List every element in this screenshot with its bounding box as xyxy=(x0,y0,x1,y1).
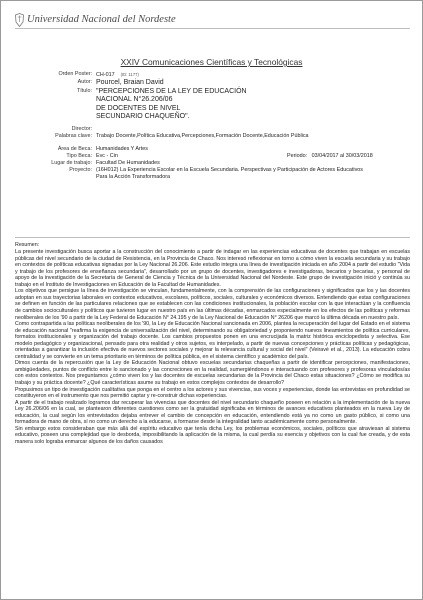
area-beca-label: Área de Beca: xyxy=(57,145,92,152)
orden-poster-row xyxy=(15,71,410,79)
area-beca-value: Humanidades Y Artes xyxy=(96,145,148,152)
tipo-beca-value: Evc - Cin xyxy=(96,152,118,159)
proyecto-line: (16H012) La Experiencia Escolar en la Escuela Secundaria. Perspectivas y Participación de Actores Educativos xyxy=(96,166,363,173)
resumen-paragraph: Como contrapartida a las políticas neoliberales de los '90, la Ley de Educación Nacional sancionada en 2006, plantea la recuperación del lugar del Estado en el sistema de educación nacional "reafirma la exigencia de universalización del nivel, determinando su obligatoriedad y proponiendo nuevos lineamientos de política curriculares, formatos institucionales y organización del trabajo docente. Los cambios propuestos ponen en una encrucijada la matriz histórica enciclopedista y selectiva. Ese modelo pedagógico y organizacional, pensado para otra realidad y otros sujetos, es interpelado, a partir de nuevas concepciones y prácticas políticas y pedagógicas, orientadas a garantizar la inclusión efectiva de nuevos sectores sociales y mejorar la relevancia cultural y social del nivel" (Veiravé et al., 2013). La educación cobra centralidad y se convierte en un tema prioritario en términos de política pública, en el sistema científico y académico del país. xyxy=(15,321,410,360)
proyecto-label: Proyecto: xyxy=(69,166,92,173)
titulo-row xyxy=(15,88,410,122)
titulo-line: NACIONAL N°26.206/06 xyxy=(96,96,173,103)
resumen-paragraph: Dimos cuenta de la repercusión que la Ley de Educación Nacional obtuvo escuelas secundarias chaqueñas a partir de identificar percepciones, manifestaciones, ambigüedades, puntos de conflicto entre lo sancionado y las concreciones en la realidad, sumergiéndonos e interactuando con profesores y profesoras vinculados/as con estos contextos. Nos preguntamos ¿cómo viven los y las docentes de escuelas secundarias de la Provincia del Chaco estas situaciones? ¿Cómo se modifica su trabajo y su práctica docente? ¿Qué características asume su trabajo en estos complejos contextos de desarrollo? xyxy=(15,360,410,386)
lugar-trabajo-label: Lugar de trabajo: xyxy=(51,159,92,166)
proyecto-row xyxy=(15,167,410,181)
autor-label: Autor: xyxy=(77,79,92,85)
resumen-section xyxy=(15,242,410,445)
resumen-paragraph: Sin embargo estos consideraban que más allá del espíritu educativo que tenía dicha Ley, los problemas económicos, sociales, políticos que atraviesan al sistema educativo, poseen una complejidad que lo desborda, imposibilitando la aplicación de la misma, la cual perdía su esencia y objetivos con la cual fue creada, y de esta manera solo lograba enmarcar algunos de los daños causados xyxy=(15,425,410,445)
titulo-line: DE DOCENTES DE NIVEL xyxy=(96,104,181,112)
resumen-title: Resumen: xyxy=(15,242,40,248)
header-divider xyxy=(15,28,410,29)
tipo-beca-label: Tipo Beca: xyxy=(66,152,92,159)
titulo-label: Título: xyxy=(77,87,92,94)
director-label: Director: xyxy=(71,125,92,132)
palabras-clave-label: Palabras clave: xyxy=(55,132,92,139)
poster-id: (ID: 1177) xyxy=(120,72,139,77)
crest-icon xyxy=(15,13,24,27)
periodo-label: Periodo: xyxy=(287,152,308,159)
institution-name: Universidad Nacional del Nordeste xyxy=(27,14,176,25)
palabras-clave-value: Trabajo Docente,Política Educativa,Percepciones,Formación Docente,Educación Pública xyxy=(96,132,309,139)
director-value xyxy=(96,126,410,133)
titulo-line: "PERCEPCIONES DE LA LEY DE EDUCACIÓN xyxy=(96,87,247,95)
periodo-value: 03/04/2017 al 30/03/2018 xyxy=(311,152,373,159)
lugar-trabajo-value: Facultad De Humanidades xyxy=(96,159,160,166)
resumen-divider xyxy=(15,237,410,238)
palabras-clave-row xyxy=(15,133,410,140)
congress-title: XXIV Comunicaciones Científicas y Tecnológicas xyxy=(120,57,303,67)
autor-row xyxy=(15,79,410,88)
resumen-paragraph: La presente investigación busca aportar a la construcción del conocimiento a partir de indagar en las experiencias educativas de docentes que trabajan en escuelas públicas del nivel secundario de la ciudad de Resistencia, en la Provincia de Chaco. Nos interesó reflexionar en torno a cómo viven la escuela secundaria y su trabajo en contextos de políticas educativas signadas por la Ley Nacional 26.206. Este estudio integra una línea de investigación iniciada en año 2004 a partir del estudio "Vida y trabajo de los profesores de enseñanza secundaria", desarrollado por un grupo de docentes, investigadores e investigadoras, becarios y becarias, y personal de apoyo de la investigación de la Secretaría de General de Ciencia y Técnica de la Universidad Nacional del Nordeste. Este grupo de investigación inició y continúa su trabajo en el Instituto de Investigaciones en Educación de la Facultad de Humanidades. xyxy=(15,249,410,288)
titulo-line: SECUNDARIO CHAQUEÑO". xyxy=(96,113,190,120)
lugar-trabajo-row xyxy=(15,160,410,167)
director-row xyxy=(15,126,410,133)
autor-value: Pourcel, Braian David xyxy=(96,79,164,86)
institution-logo xyxy=(15,10,176,27)
titulo-value xyxy=(96,88,410,122)
orden-poster-label: Orden Poster: xyxy=(58,71,92,77)
resumen-paragraph: Los objetivos que persigue la línea de investigación se vinculan, fundamentalmente, con la comprensión de las configuraciones y significados que los y las docentes adoptan en sus trayectorias laborales en contextos educativos, escolares, políticos, sociales, culturales y económicos diversos. Entendiendo que estas configuraciones se definen en función de las particulares relaciones que se establecen con las condiciones institucionales, la población escolar con la que interactúan y la confluencia de cambios socioculturales y políticos que tuvieron lugar en nuestro país en las últimas décadas, enmarcados especialmente en los efectos de las políticas y reformas neoliberales de los '90 a partir de la Ley Federal de Educación N° 24.195 y de la Ley Nacional de Educación N° 26206 que marcó la última década en nuestro país. xyxy=(15,288,410,321)
proyecto-value xyxy=(96,167,410,181)
orden-poster-value: CH-017 xyxy=(96,72,115,78)
area-beca-row xyxy=(15,146,410,153)
metadata-block xyxy=(15,71,410,181)
resumen-paragraph: A partir de el trabajo realizado logramos dar recuperar las vivencias que docentes del nivel secundario chaqueño poseen en relación a la implementación de la nueva Ley 26.206/06 en la cual, se plantearon diferentes cuestiones como ser la gratuidad significaba en términos de avances educativos planteados en la nueva Ley de educación, la cual según los entrevistados dejaba entrever el cambio de concepción en educación, entendiendo está ya no como un gasto público, si como una formadora de mano de obra, sí no como un derecho a la educarse, a formarse desde la integralidad tanto académicamente como personalmente. xyxy=(15,399,410,426)
tipo-beca-row xyxy=(15,153,410,160)
proyecto-line: Para la Acción Transformadora xyxy=(96,173,171,180)
resumen-paragraph: Propusimos un tipo de investigación cualitativa que ponga en el centro a los actores y sus vivencias, sus voces y experiencias, donde las entrevistas en profundidad se constituyeron en el instrumento que nos permitió captar y re-construir dichas experiencias. xyxy=(15,386,410,400)
